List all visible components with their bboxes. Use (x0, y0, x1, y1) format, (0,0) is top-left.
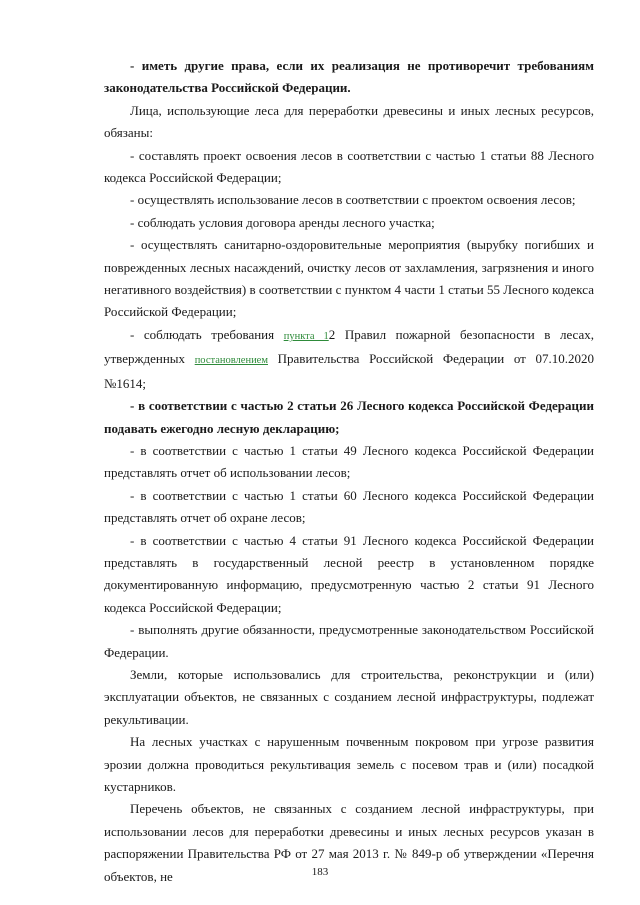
fire-safety-clause-link[interactable]: пункта 1 (283, 330, 329, 342)
paragraph-obligations-intro: Лица, использующие леса для переработки древесины и иных лесных ресурсов, обязаны: (104, 102, 594, 141)
fire-safety-text-3: Правительства Российской Федерации от 07.10.2020 №1614; (104, 351, 595, 391)
list-item-protection-report: - в соответствии с частью 1 статьи 60 Лесного кодекса Российской Федерации представлять отчет об охране лесов; (104, 487, 594, 526)
paragraph-rights: - иметь другие права, если их реализация не противоречит требованиям законодательства Российской Федерации. (104, 58, 594, 96)
paragraph-objects-list: Перечень объектов, не связанных с созданием лесной инфраструктуры, при использовании лесов для переработки древесины и иных лесных ресурсов указан в распоряжении Правительства РФ от 27 мая 2013 г. № 849-р об утверждении «Перечня объектов, не (104, 801, 594, 884)
paragraph-land-reclamation: Земли, которые использовались для строительства, реконструкции и (или) эксплуатации объектов, не связанных с созданием лесной инфраструктуры, подлежат рекультивации. (104, 666, 594, 727)
paragraph-erosion-reclamation: На лесных участках с нарушенным почвенным покровом при угрозе развития эрозии должна проводиться рекультивация земель с посевом трав и (или) посадкой кустарников. (104, 734, 594, 794)
list-item-other-obligations: - выполнять другие обязанности, предусмотренные законодательством Российской Федерации. (104, 622, 594, 660)
list-item-fire-safety (104, 324, 594, 395)
page-number: 183 (311, 866, 329, 878)
list-item-lease-terms: - соблюдать условия договора аренды лесного участка; (130, 214, 435, 230)
government-decree-link[interactable]: постановлением (194, 355, 268, 367)
list-item-sanitary-measures: - осуществлять санитарно-оздоровительные мероприятия (вырубку погибших и поврежденных лесных насаждений, очистку лесов от захламления, загрязнения и иного негативного воздействия) в соответствии с пунктом 4 части 1 статьи 55 Лесного кодекса Российской Федерации; (104, 237, 594, 320)
list-item-use-per-project: - осуществлять использование лесов в соответствии с проектом освоения лесов; (130, 192, 576, 208)
list-item-development-project: - составлять проект освоения лесов в соответствии с частью 1 статьи 88 Лесного кодекса Российской Федерации; (104, 147, 594, 186)
list-item-forest-declaration: - в соответствии с частью 2 статьи 26 Лесного кодекса Российской Федерации подавать ежегодно лесную декларацию; (104, 398, 594, 436)
fire-safety-text-2: 2 Правил пожарной безопасности в лесах, утвержденных (104, 326, 594, 367)
list-item-use-report: - в соответствии с частью 1 статьи 49 Лесного кодекса Российской Федерации представлять отчет об использовании лесов; (104, 442, 594, 481)
fire-safety-text-1: - соблюдать требования (130, 326, 284, 342)
list-item-forest-registry: - в соответствии с частью 4 статьи 91 Лесного кодекса Российской Федерации представлять в государственный лесной реестр в установленном порядке документированную информацию, предусмотренную частью 2 статьи 91 Лесного кодекса Российской Федерации; (104, 532, 594, 615)
body-text (104, 55, 594, 888)
